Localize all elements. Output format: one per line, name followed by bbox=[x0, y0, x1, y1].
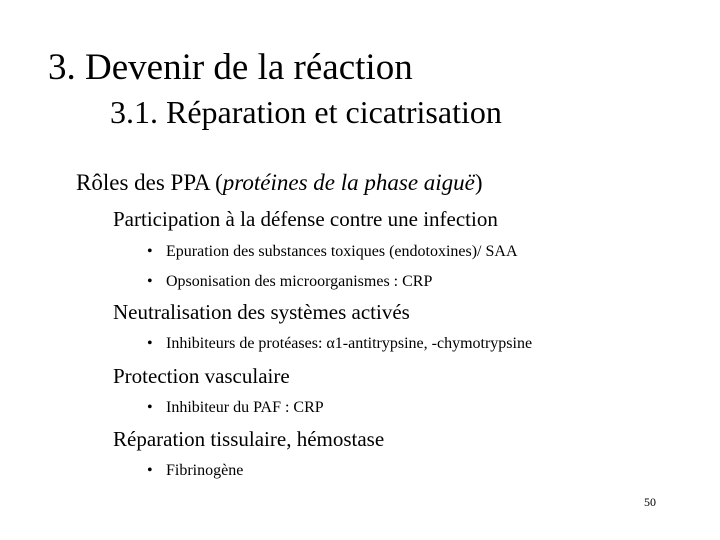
bullet-dot: • bbox=[147, 243, 153, 260]
bullet-item bbox=[147, 397, 324, 419]
slide-title: 3. Devenir de la réaction bbox=[48, 47, 413, 88]
section-heading-reparation: Réparation tissulaire, hémostase bbox=[113, 427, 385, 451]
page-number: 50 bbox=[644, 495, 656, 509]
bullet-dot: • bbox=[147, 335, 153, 352]
roles-italic: protéines de la phase aiguë bbox=[222, 170, 475, 195]
bullet-item bbox=[147, 333, 532, 355]
bullet-text: Inhibiteur du PAF : CRP bbox=[166, 399, 324, 416]
bullet-text: Epuration des substances toxiques (endotoxines)/ SAA bbox=[166, 243, 518, 260]
bullet-item bbox=[147, 241, 518, 263]
bullet-dot: • bbox=[147, 399, 153, 416]
section-heading-neutralisation: Neutralisation des systèmes activés bbox=[113, 300, 410, 324]
bullet-dot: • bbox=[147, 462, 153, 479]
bullet-dot: • bbox=[147, 273, 153, 290]
bullet-text: Opsonisation des microorganismes : CRP bbox=[166, 273, 433, 290]
roles-suffix: ) bbox=[474, 170, 483, 195]
bullet-item bbox=[147, 460, 243, 482]
slide-subtitle: 3.1. Réparation et cicatrisation bbox=[110, 94, 502, 130]
roles-prefix: Rôles des PPA ( bbox=[76, 170, 223, 195]
bullet-item bbox=[147, 271, 432, 293]
roles-heading bbox=[76, 168, 483, 198]
section-heading-defense: Participation à la défense contre une infection bbox=[113, 207, 498, 231]
bullet-text: Fibrinogène bbox=[166, 462, 244, 479]
bullet-text: Inhibiteurs de protéases: α1-antitrypsine, -chymotrypsine bbox=[166, 335, 533, 352]
section-heading-protection: Protection vasculaire bbox=[113, 364, 290, 388]
